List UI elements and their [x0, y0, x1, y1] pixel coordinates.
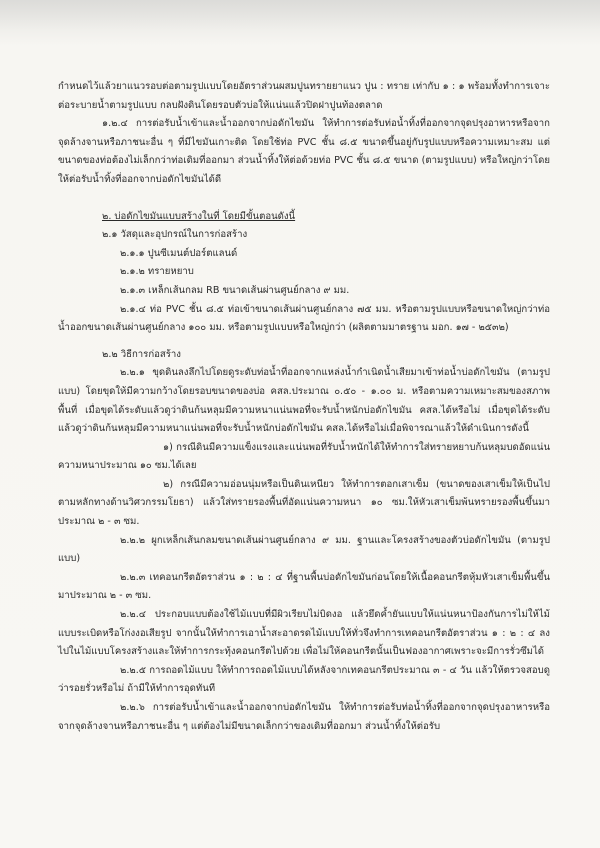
paragraph-2-2-6: ๒.๒.๖ การต่อรับน้ำเข้าและน้ำออกจากบ่อดักไขมัน ให้ทำการต่อรับท่อน้ำทิ้งที่ออกจากจุดปรุงอาหารหรือจากจุดล้างจานหรือภาชนะอื่น ๆ แต่ต้องไม่มีขนาดเล็กกว่าของเดิมที่ออกมา ส่วนน้ำทิ้งให้ต่อรับ	[58, 702, 550, 732]
list-item-2-1-3: ๒.๑.๓ เหล็กเส้นกลม RB ขนาดเส้นผ่านศูนย์กลาง ๙ มม.	[120, 284, 350, 296]
paragraph-continuation: กำหนดไว้แล้วยาแนวรอบต่อตามรูปแบบโดยอัตราส่วนผสมปูนทรายยาแนว ปูน : ทราย เท่ากับ ๑ : ๑ พร้อมทั้งทำการเจาะต่อระบายน้ำตามรูปแบบ กลบฝังดินโดยรอบตัวบ่อให้แน่นแล้วปิดฝาปูนท้องตลาด	[58, 81, 550, 111]
paragraph-2-2-5: ๒.๒.๕ การถอดไม้แบบ ให้ทำการถอดไม้แบบได้หลังจากเทคอนกรีตประมาณ ๓ - ๔ วัน แล้วให้ตรวจสอบดูว่ารอยรั่วหรือไม่ ถ้ามีให้ทำการอุดทันที	[58, 664, 550, 695]
document-body	[58, 78, 550, 736]
paragraph-1-2-4: ๑.๒.๔ การต่อรับน้ำเข้าและน้ำออกจากบ่อดักไขมัน ให้ทำการต่อรับท่อน้ำทิ้งที่ออกจากจุดปรุงอาหารหรือจากจุดล้างจานหรือภาชนะอื่น ๆ ที่มีไขมันเกาะติด โดยใช้ท่อ PVC ชั้น ๘.๕ ขนาดขึ้นอยู่กับรูปแบบหรือความเหมาะสม แต่ขนาดของท่อต้องไม่เล็กกว่าท่อเดิมที่ออกมา ส่วนน้ำทิ้งให้ต่อด้วยท่อ PVC ชั้น ๘.๕ ขนาด (ตามรูปแบบ) หรือใหญ่กว่าโดยให้ต่อรับน้ำทิ้งที่ออกจากบ่อดักไขมันได้ดี	[58, 118, 550, 185]
section-heading-2-text: ๒. บ่อดักไขมันแบบสร้างในที่ โดยมีขั้นตอนดังนี้	[102, 210, 296, 222]
section-heading-2	[58, 208, 550, 227]
paragraph-2-2-4: ๒.๒.๔ ประกอบแบบต้องใช้ไม้แบบที่มีผิวเรียบไม่บิดงอ แล้วยึดค้ำยันแบบให้แน่นหนาป้องกันการไม่ให้ไม้แบบระเบิดหรือโก่งงอเสียรูป จากนั้นให้ทำการเอาน้ำสะอาดรดไม้แบบให้ทั่วจึงทำการเทคอนกรีตอัตราส่วน ๑ : ๒ : ๔ ลงไปในไม้แบบโครงสร้างและให้ทำการกระทุ้งคอนกรีตไปด้วย เพื่อไม่ให้คอนกรีตนั้นเป็นฟองอากาศเพราะจะมีการรั่วซึมได้	[58, 609, 550, 658]
paragraph-2-2-1: ๒.๒.๑ ขุดดินลงลึกไปโดยดูระดับท่อน้ำที่ออกจากแหล่งน้ำกำเนิดน้ำเสียมาเข้าท่อน้ำบ่อดักไขมัน (ตามรูปแบบ) โดยขุดให้มีความกว้างโดยรอบขนาดของบ่อ คสล.ประมาณ ๐.๕๐ - ๑.๐๐ ม. หรือตามความเหมาะสมของสภาพพื้นที่ เมื่อขุดได้ระดับแล้วดูว่าดินก้นหลุมมีความหนาแน่นพอที่จะรับน้ำหนักบ่อดักไขมัน คสล.ได้หรือไม่ เมื่อขุดได้ระดับแล้วดูว่าดินก้นหลุมมีความหนาแน่นพอที่จะรับน้ำหนักบ่อดักไขมัน คสล.ได้หรือไม่เมื่อพิจารณาแล้วให้ดำเนินการดังนี้	[58, 367, 550, 435]
scan-top-shadow	[0, 0, 600, 46]
list-item-2-1-2: ๒.๑.๒ ทรายหยาบ	[120, 266, 194, 278]
case-1: ๑) กรณีดินมีความแข็งแรงและแน่นพอที่รับน้ำหนักได้ให้ทำการใส่ทรายหยาบก้นหลุมบดอัดแน่นความหนาประมาณ ๑๐ ซม.ได้เลย	[58, 441, 550, 472]
paragraph-2-2-3: ๒.๒.๓ เทคอนกรีตอัตราส่วน ๑ : ๒ : ๔ ที่ฐานพื้นบ่อดักไขมันก่อนโดยให้เนื้อคอนกรีตหุ้มหัวเสาเข็มพื้นขึ้นมาประมาณ ๒ - ๓ ซม.	[58, 571, 550, 602]
case-2: ๒) กรณีมีความอ่อนนุ่มหรือเป็นดินเหนียว ให้ทำการตอกเสาเข็ม (ขนาดของเสาเข็มให้เป็นไปตามหลักทางด้านวิศวกรรมโยธา) แล้วใส่ทรายรองพื้นที่อัดแน่นความหนา ๑๐ ซม.ให้หัวเสาเข็มพ้นทรายรองพื้นขึ้นมาประมาณ ๒ - ๓ ซม.	[58, 478, 550, 528]
subheading-2-2: ๒.๒ วิธีการก่อสร้าง	[102, 348, 181, 360]
spacer	[58, 338, 550, 346]
subheading-2-1: ๒.๑ วัสดุและอุปกรณ์ในการก่อสร้าง	[102, 229, 248, 241]
list-item-2-1-4: ๒.๑.๔ ท่อ PVC ชั้น ๘.๕ ท่อเข้าขนาดเส้นผ่านศูนย์กลาง ๗๕ มม. หรือตามรูปแบบหรือขนาดใหญ่กว่าท่อน้ำออกขนาดเส้นผ่านศูนย์กลาง ๑๐๐ มม. หรือตามรูปแบบหรือใหญ่กว่า (ผลิตตามมาตรฐาน มอก. ๑๗ - ๒๕๓๒)	[58, 303, 550, 334]
paragraph-2-2-2: ๒.๒.๒ ผูกเหล็กเส้นกลมขนาดเส้นผ่านศูนย์กลาง ๙ มม. ฐานและโครงสร้างของตัวบ่อดักไขมัน (ตามรูปแบบ)	[58, 534, 550, 565]
list-item-2-1-1: ๒.๑.๑ ปูนซีเมนต์ปอร์ตแลนด์	[120, 247, 238, 259]
